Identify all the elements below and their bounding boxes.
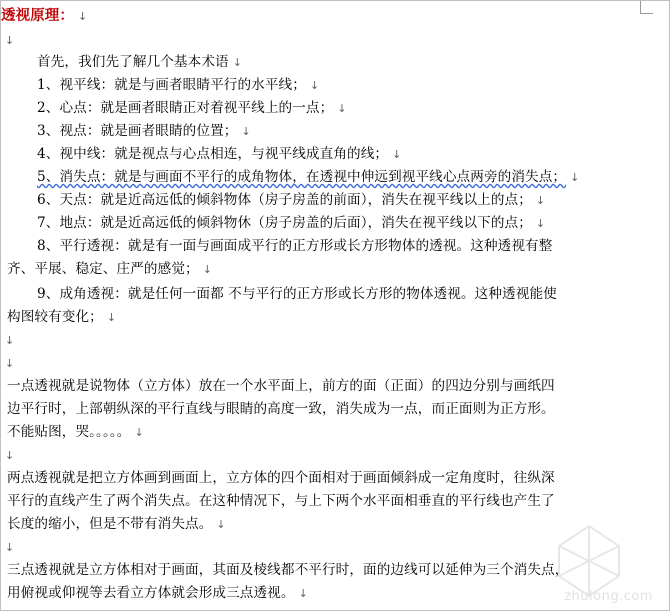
paragraph-mark: ↓ [392, 148, 402, 161]
term-text: 8、平行透视：就是有一面与画面成平行的正方形或长方形物体的透视。这种透视有整 [37, 238, 553, 254]
term-text: 9、成角透视：就是任何一面都 不与平行的正方形或长方形的物体透视。这种透视能使 [37, 286, 557, 302]
paragraph-mark: ↓ [106, 311, 117, 324]
term-line [1, 122, 669, 141]
term-line [1, 191, 669, 210]
paragraph-mark: ↓ [5, 357, 15, 370]
paragraph-mark: ↓ [241, 125, 251, 138]
term-text: 2、心点：就是画者眼睛正对着视平线上的一点； [37, 100, 334, 116]
paragraph-mark: ↓ [134, 426, 144, 439]
term9-line2 [1, 308, 669, 327]
paragraph-text: 长度的缩小，但是不带有消失点。 [7, 516, 213, 532]
paragraph-two-point-2 [1, 492, 669, 510]
intro-text: 首先，我们先了解几个基本术语 [37, 54, 229, 70]
term-line [1, 214, 669, 233]
paragraph-mark: ↓ [535, 194, 546, 207]
paragraph-two-point-1 [1, 469, 669, 487]
watermark [519, 524, 659, 604]
empty-line [1, 354, 669, 373]
paragraph-mark: ↓ [5, 334, 15, 347]
paragraph-text: 边平行时，上部朝纵深的平行直线与眼睛的高度一致，消失成为一点，而正面则为正方形。 [7, 401, 555, 417]
intro-line [1, 53, 669, 72]
term-text: 1、视平线：就是与画者眼睛平行的水平线； [37, 77, 306, 93]
term-text: 构图较有变化； [7, 309, 103, 325]
term-line [1, 145, 669, 164]
term-line [1, 76, 669, 95]
paragraph-one-point-1 [1, 377, 669, 395]
term8-line2 [1, 260, 669, 279]
paragraph-text: 不能贴图，哭。。。。。 [7, 424, 131, 440]
term8-line1 [1, 237, 669, 255]
paragraph-mark: ↓ [78, 10, 88, 23]
paragraph-mark: ↓ [309, 79, 320, 92]
term-line [1, 168, 669, 187]
term-text: 6、天点：就是近高远低的倾斜物体（房子房盖的前面），消失在视平线以上的点； [37, 192, 532, 208]
term-text: 4、视中线：就是视点与心点相连，与视平线成直角的线； [37, 146, 389, 162]
paragraph-mark: ↓ [202, 263, 213, 276]
paragraph-text: 两点透视就是把立方体画到画面上，立方体的四个面相对于画面倾斜成一定角度时，往纵深 [7, 470, 555, 486]
doc-title-line [1, 7, 669, 26]
watermark-text: zhulong.com [564, 589, 653, 604]
paragraph-mark: ↓ [216, 518, 226, 531]
doc-title: 透视原理： [1, 7, 74, 24]
paragraph-mark: ↓ [570, 171, 580, 184]
term-text: 5、消失点：就是与画面不平行的成角物体，在透视中伸远到视平线心点两旁的消失点； [37, 169, 567, 185]
paragraph-text: 一点透视就是说物体（立方体）放在一个水平面上，前方的面（正面）的四边分别与画纸四 [7, 378, 555, 394]
term-line [1, 99, 669, 118]
paragraph-mark: ↓ [5, 449, 15, 462]
paragraph-one-point-2 [1, 400, 669, 418]
paragraph-mark: ↓ [232, 56, 243, 69]
paragraph-mark: ↓ [337, 102, 347, 115]
paragraph-mark: ↓ [298, 587, 308, 600]
paragraph-mark: ↓ [535, 217, 546, 230]
term9-line1 [1, 285, 669, 303]
term-text: 3、视点：就是画者眼睛的位置； [37, 123, 238, 139]
paragraph-mark: ↓ [5, 541, 15, 554]
paragraph-one-point-3 [1, 423, 669, 442]
empty-line [1, 331, 669, 350]
empty-line [1, 31, 669, 50]
paragraph-text: 三点透视就是立方体相对于画面，其面及棱线都不平行时，面的边线可以延伸为三个消失点， [7, 562, 569, 578]
paragraph-text: 用俯视或仰视等去看立方体就会形成三点透视。 [7, 585, 295, 601]
empty-line [1, 446, 669, 465]
term-text: 7、地点：就是近高远低的倾斜物休（房子房盖的后面），消失在视平线以下的点； [37, 215, 532, 231]
term-text: 齐、平展、稳定、庄严的感觉； [7, 261, 199, 277]
paragraph-mark: ↓ [5, 34, 15, 47]
paragraph-text: 平行的直线产生了两个消失点。在这种情况下，与上下两个水平面相垂直的平行线也产生了 [7, 493, 555, 509]
